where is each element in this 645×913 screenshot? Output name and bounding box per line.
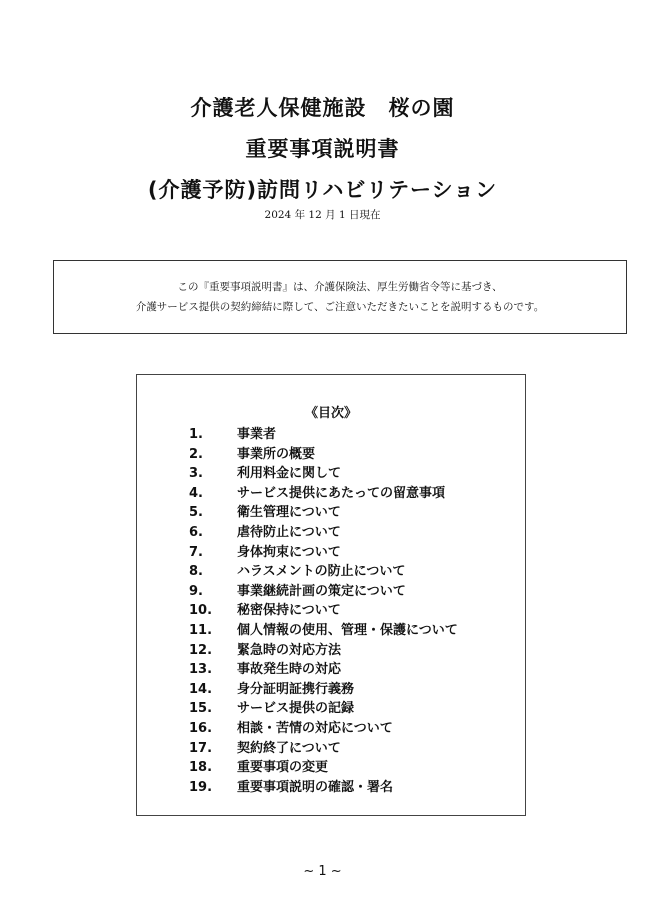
toc-item-text: ハラスメントの防止について xyxy=(237,564,406,580)
toc-item xyxy=(137,680,525,700)
toc-item-text: 身体拘束について xyxy=(237,544,341,560)
toc-item-number: 17. xyxy=(189,740,213,756)
toc-item-number: 13. xyxy=(189,662,213,678)
toc-item-text: 個人情報の使用、管理・保護について xyxy=(237,622,458,638)
toc-item xyxy=(137,445,525,465)
toc-item xyxy=(137,719,525,739)
toc-item-number: 5. xyxy=(189,505,203,521)
toc-item-number: 11. xyxy=(189,622,213,638)
toc-item xyxy=(137,601,525,621)
toc-item xyxy=(137,758,525,778)
toc-item xyxy=(137,464,525,484)
toc-item-number: 18. xyxy=(189,760,213,776)
toc-item-number: 2. xyxy=(189,446,203,462)
toc-item-number: 1. xyxy=(189,427,203,442)
toc-item xyxy=(137,641,525,661)
toc-item-text: 秘密保持について xyxy=(237,603,341,619)
toc-item xyxy=(137,582,525,602)
toc-item xyxy=(137,699,525,719)
toc-item xyxy=(137,739,525,759)
toc-item-text: 事業所の概要 xyxy=(237,446,316,462)
toc-item-text: 衛生管理について xyxy=(237,505,341,521)
toc-title: 《目次》 xyxy=(304,406,357,421)
toc-item-number: 6. xyxy=(189,524,203,540)
toc-item-text: 事故発生時の対応 xyxy=(237,662,342,678)
toc-item-text: サービス提供にあたっての留意事項 xyxy=(237,485,446,501)
toc-item xyxy=(137,484,525,504)
document-title: 重要事項説明書 xyxy=(245,137,400,161)
toc-item-number: 9. xyxy=(189,583,203,599)
toc-item-text: サービス提供の記録 xyxy=(237,701,355,717)
toc-item xyxy=(137,778,525,798)
toc-item-text: 事業者 xyxy=(237,427,277,442)
toc-item-text: 利用料金に関して xyxy=(237,466,342,482)
toc-item-text: 虐待防止について xyxy=(237,524,341,540)
toc-item-text: 重要事項説明の確認・署名 xyxy=(237,779,394,795)
toc-item xyxy=(137,503,525,523)
toc-item xyxy=(137,543,525,563)
toc-item-number: 7. xyxy=(189,544,203,560)
facility-name: 介護老人保健施設 桜の園 xyxy=(190,96,455,120)
toc-item-number: 19. xyxy=(189,779,213,795)
toc-item xyxy=(137,425,525,445)
toc-item xyxy=(137,621,525,641)
page-number: ~ 1 ~ xyxy=(303,864,342,879)
toc-item-text: 事業継続計画の策定について xyxy=(237,583,406,599)
intro-line-2: 介護サービス提供の契約締結に際して、ご注意いただきたいことを説明するものです。 xyxy=(135,301,545,313)
toc-item-text: 契約終了について xyxy=(237,740,341,756)
toc-item-number: 15. xyxy=(189,701,213,717)
document-date: 2024 年 12 月 1 日現在 xyxy=(264,209,381,221)
toc-item xyxy=(137,523,525,543)
toc-item-number: 8. xyxy=(189,564,203,580)
toc-item-text: 相談・苦情の対応について xyxy=(237,720,393,736)
toc-item-text: 重要事項の変更 xyxy=(237,760,329,776)
toc-item-text: 身分証明証携行義務 xyxy=(237,681,355,697)
intro-line-1: この『重要事項説明書』は、介護保険法、厚生労働省令等に基づき、 xyxy=(177,281,503,293)
table-of-contents xyxy=(136,374,526,816)
intro-box xyxy=(53,260,627,334)
toc-item-number: 14. xyxy=(189,681,213,697)
toc-item-number: 10. xyxy=(189,603,213,619)
toc-item xyxy=(137,660,525,680)
toc-item-number: 3. xyxy=(189,466,203,482)
toc-list xyxy=(137,425,525,797)
toc-item-number: 12. xyxy=(189,642,213,658)
toc-item xyxy=(137,562,525,582)
service-name: (介護予防)訪問リハビリテーション xyxy=(147,178,498,202)
toc-item-text: 緊急時の対応方法 xyxy=(237,642,342,658)
toc-item-number: 4. xyxy=(189,485,203,501)
toc-item-number: 16. xyxy=(189,720,213,736)
